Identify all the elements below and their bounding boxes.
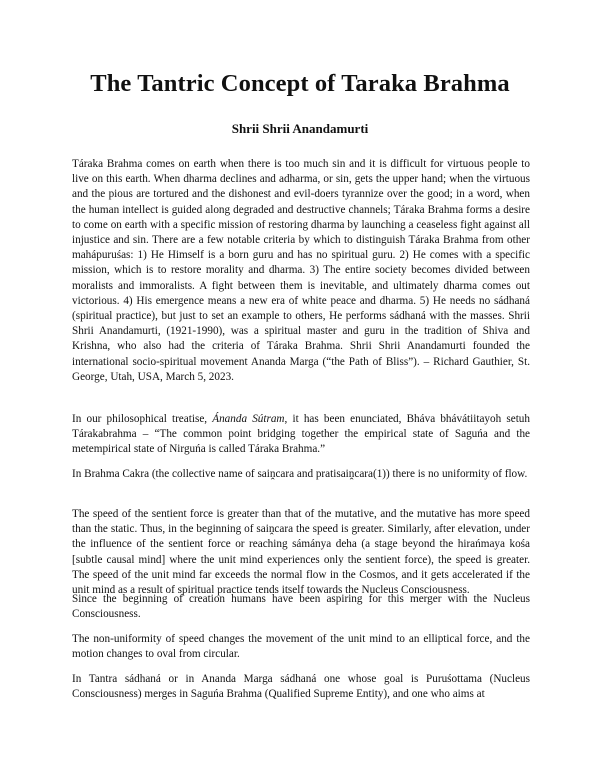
paragraph-speed-of-forces: The speed of the sentient force is greater than that of the mutative, and the mutative has more speed than the static. Thus, in the beginning of saiṋcara the speed is greater. Similarly, after elevation, under the influence of the sentient force or reaching sámánya deha (a stage beyond the hirańmaya kośa [subtle causal mind] where the unit mind experiences only the sentient force), the speed is greater. The speed of the unit mind far exceeds the normal flow in the Cosmos, and it gets accelerated if the unit mind as a result of spiritual practice tends itself towards the Nucleus Consciousness.: [72, 508, 530, 597]
paragraph-ananda-sutram-post: , it has been enunciated, Bháva bhávátiitayoh setuh Tárakabrahma – “The common point bridging together the empirical state of Saguńa and the metempirical state of Nirguńa is called Táraka Brahma.”: [72, 413, 530, 456]
document-author: Shrii Shrii Anandamurti: [231, 121, 369, 136]
book-title-ananda-sutram: Ánanda Sútram: [212, 413, 285, 425]
intro-paragraph: Táraka Brahma comes on earth when there is too much sin and it is difficult for virtuous people to live on this earth. When dharma declines and adharma, or sin, gets the upper hand; when the virtuous and the pious are tortured and the dishonest and evil-doers tyrannize over the good; in a word, when the human intellect is guided along degraded and destructive channels; Táraka Brahma forms a desire to come on earth with a specific mission of restoring dharma by launching a ceaseless fight against all injustice and sin. There are a few notable criteria by which to distinguish Táraka Brahma from other mahápuruśas: 1) He Himself is a born guru and has no spiritual guru. 2) He comes with a specific mission, which is to restore morality and dharma. 3) The entire society becomes divided between moralists and immoralists. A fight between them is inevitable, and ultimately dharma comes out victorious. 4) His emergence means a new era of white peace and dharma. 5) He needs no sádhaná (spiritual practice), but just to set an example to others, He performs sádhaná with the masses. Shrii Shrii Anandamurti, (1921-1990), was a spiritual master and guru in the tradition of Shiva and Krishna, who also had the criteria of Táraka Brahma. Shrii Shrii Anandamurti founded the international socio-spiritual movement Ananda Marga (“the Path of Bliss”). – Richard Gauthier, St. George, Utah, USA, March 5, 2023.: [72, 158, 530, 383]
paragraph-non-uniformity: The non-uniformity of speed changes the movement of the unit mind to an elliptical force, and the motion changes to oval from circular.: [72, 633, 530, 661]
document-title: The Tantric Concept of Taraka Brahma: [90, 70, 510, 97]
paragraph-ananda-sutram-pre: In our philosophical treatise,: [72, 413, 213, 425]
paragraph-brahma-cakra: In Brahma Cakra (the collective name of saiṋcara and pratisaiṋcara(1)) there is no uniformity of flow.: [72, 468, 528, 480]
paragraph-ananda-sutram: [72, 412, 530, 458]
paragraph-tantra-sadhana: In Tantra sádhaná or in Ananda Marga sádhaná one whose goal is Puruśottama (Nucleus Consciousness) merges in Saguńa Brahma (Qualified Supreme Entity), and one who aims at: [72, 673, 530, 701]
paragraph-merger: Since the beginning of creation humans have been aspiring for this merger with the Nucleus Consciousness.: [72, 593, 530, 621]
